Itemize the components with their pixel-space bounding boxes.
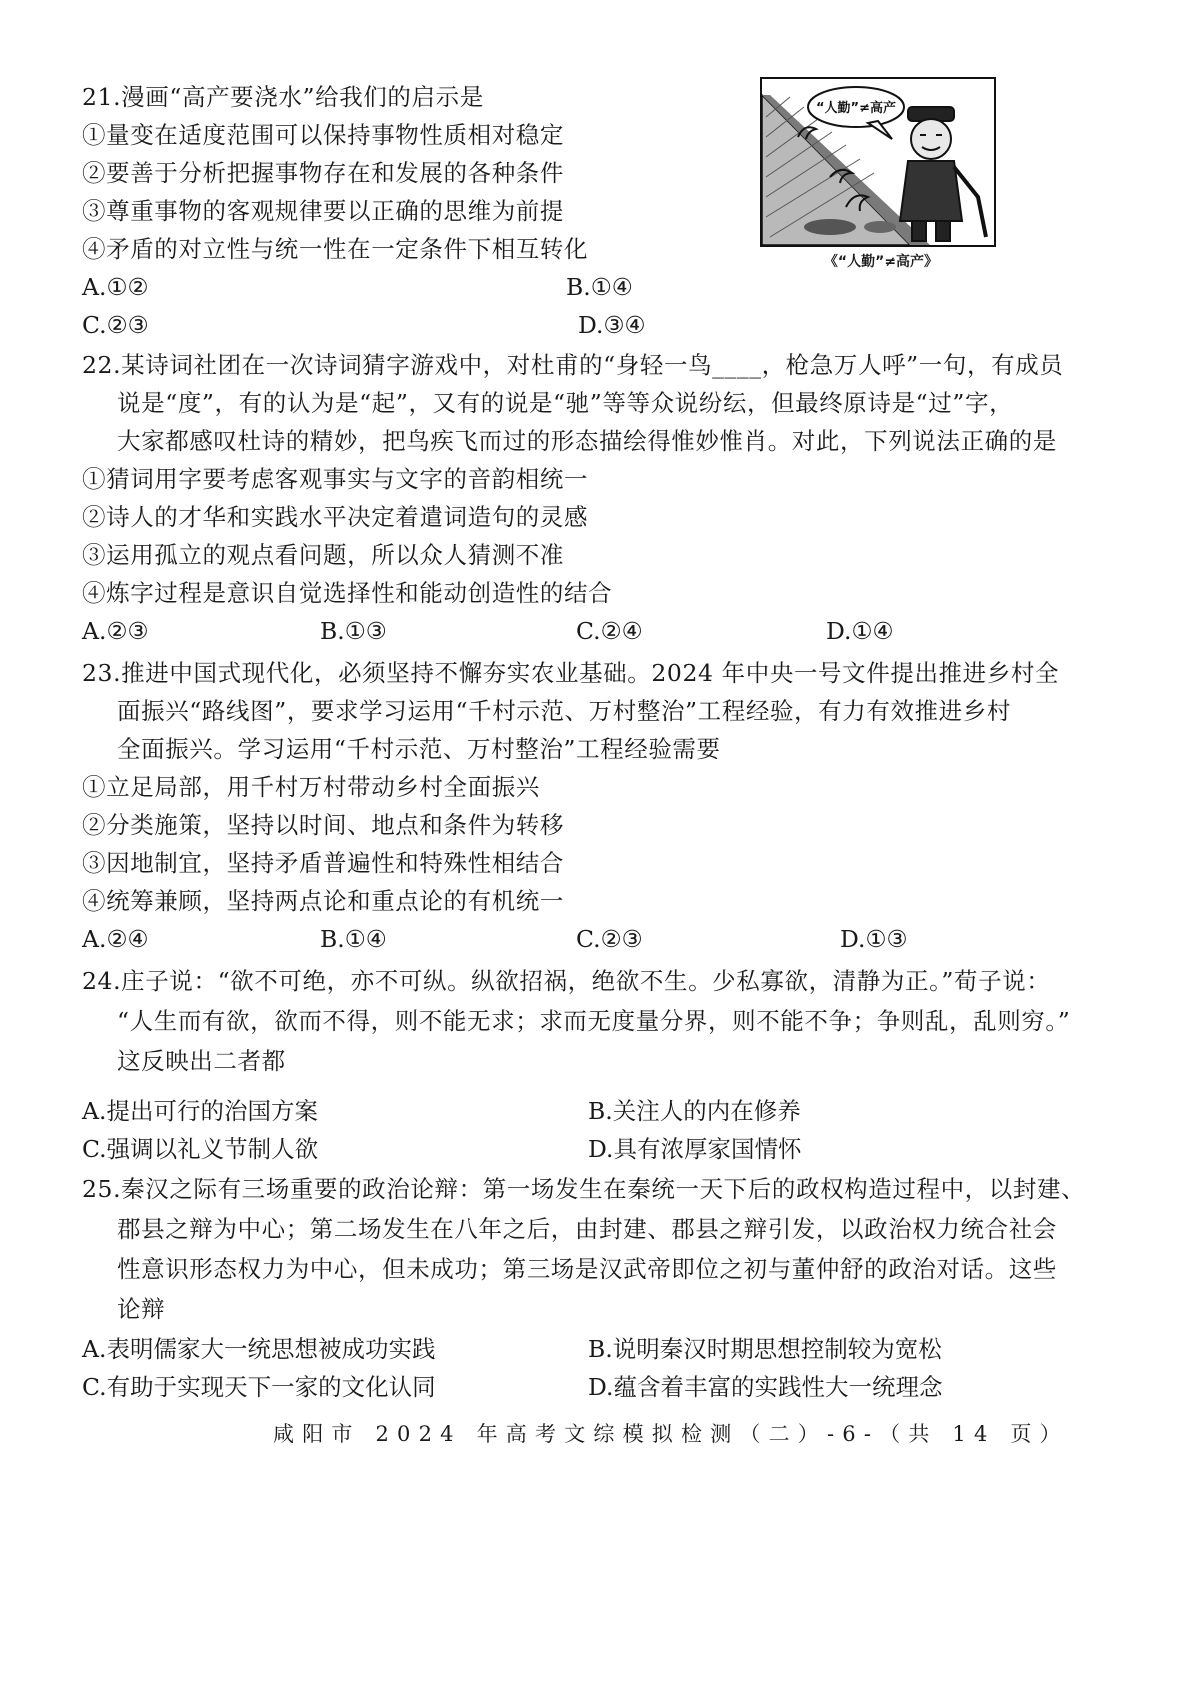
q25-option-c: C.有助于实现天下一家的文化认同 [82, 1373, 436, 1401]
q21-option-d: D.③④ [578, 311, 646, 339]
q23-option-c: C.②③ [576, 925, 643, 953]
q21-statement-4: ④矛盾的对立性与统一性在一定条件下相互转化 [82, 235, 589, 263]
q22-option-a: A.②③ [82, 617, 149, 645]
q25-stem-1: 25.秦汉之际有三场重要的政治论辩：第一场发生在秦统一天下后的政权构造过程中，以封建、 [82, 1175, 1086, 1203]
q24-option-d: D.具有浓厚家国情怀 [588, 1135, 802, 1163]
q22-stem-1: 22.某诗词社团在一次诗词猜字游戏中，对杜甫的“身轻一鸟____，枪急万人呼”一句，有成员 [82, 351, 1064, 379]
q22-statement-4: ④炼字过程是意识自觉选择性和能动创造性的结合 [82, 579, 613, 607]
q25-stem-3: 性意识形态权力为中心，但未成功；第三场是汉武帝即位之初与董仲舒的政治对话。这些 [117, 1255, 1057, 1283]
q24-option-c: C.强调以礼义节制人欲 [82, 1135, 319, 1163]
cartoon-caption: 《“人勤”≠高产》 [823, 254, 939, 270]
q23-statement-3: ③因地制宜，坚持矛盾普遍性和特殊性相结合 [82, 849, 564, 877]
q23-option-a: A.②④ [82, 925, 149, 953]
q24-stem-1: 24.庄子说：“欲不可绝，亦不可纵。纵欲招祸，绝欲不生。少私寡欲，清静为正。”荀子说： [82, 967, 1051, 995]
cartoon-illustration [760, 77, 996, 247]
q25-option-a: A.表明儒家大一统思想被成功实践 [82, 1335, 436, 1363]
q25-option-d: D.蕴含着丰富的实践性大一统理念 [588, 1373, 943, 1401]
q22-option-b: B.①③ [320, 617, 387, 645]
q21-statement-3: ③尊重事物的客观规律要以正确的思维为前提 [82, 197, 564, 225]
q23-statement-1: ①立足局部，用千村万村带动乡村全面振兴 [82, 773, 540, 801]
q22-option-d: D.①④ [826, 617, 894, 645]
q22-stem-2: 说是“度”，有的认为是“起”，又有的说是“驰”等等众说纷纭，但最终原诗是“过”字， [117, 389, 1014, 417]
q23-statement-2: ②分类施策，坚持以时间、地点和条件为转移 [82, 811, 564, 839]
q21-statement-1: ①量变在适度范围可以保持事物性质相对稳定 [82, 121, 564, 149]
q21-option-c: C.②③ [82, 311, 149, 339]
q22-stem-3: 大家都感叹杜诗的精妙，把鸟疾飞而过的形态描绘得惟妙惟肖。对此，下列说法正确的是 [117, 427, 1057, 455]
q21-option-a: A.①② [82, 273, 149, 301]
q24-option-b: B.关注人的内在修养 [588, 1097, 801, 1125]
q21-option-b: B.①④ [566, 273, 633, 301]
q21-statement-2: ②要善于分析把握事物存在和发展的各种条件 [82, 159, 564, 187]
q25-stem-4: 论辩 [117, 1295, 166, 1323]
q23-option-b: B.①④ [320, 925, 387, 953]
q21-stem: 21.漫画“高产要浇水”给我们的启示是 [82, 83, 484, 111]
q25-option-b: B.说明秦汉时期思想控制较为宽松 [588, 1335, 942, 1363]
page-footer: 咸阳市 2024 年高考文综模拟检测（二）-6-（共 14 页） [273, 1422, 1069, 1446]
q23-option-d: D.①③ [840, 925, 908, 953]
q22-statement-2: ②诗人的才华和实践水平决定着遣词造句的灵感 [82, 503, 589, 531]
cartoon-speech-text: “人勤”≠高产 [816, 101, 896, 116]
q24-stem-2: “人生而有欲，欲而不得，则不能无求；求而无度量分界，则不能不争；争则乱，乱则穷。” [117, 1007, 1071, 1035]
q24-stem-3: 这反映出二者都 [117, 1047, 286, 1075]
q25-stem-2: 郡县之辩为中心；第二场发生在八年之后，由封建、郡县之辩引发，以政治权力统合社会 [117, 1215, 1057, 1243]
q22-option-c: C.②④ [576, 617, 643, 645]
q23-stem-3: 全面振兴。学习运用“千村示范、万村整治”工程经验需要 [117, 735, 721, 763]
q22-statement-1: ①猜词用字要考虑客观事实与文字的音韵相统一 [82, 465, 589, 493]
q23-stem-1: 23.推进中国式现代化，必须坚持不懈夯实农业基础。2024 年中央一号文件提出推进乡村全 [82, 659, 1060, 687]
q24-option-a: A.提出可行的治国方案 [82, 1097, 318, 1125]
q22-statement-3: ③运用孤立的观点看问题，所以众人猜测不准 [82, 541, 564, 569]
q23-stem-2: 面振兴“路线图”，要求学习运用“千村示范、万村整治”工程经验，有力有效推进乡村 [117, 697, 1011, 725]
q23-statement-4: ④统筹兼顾，坚持两点论和重点论的有机统一 [82, 887, 564, 915]
